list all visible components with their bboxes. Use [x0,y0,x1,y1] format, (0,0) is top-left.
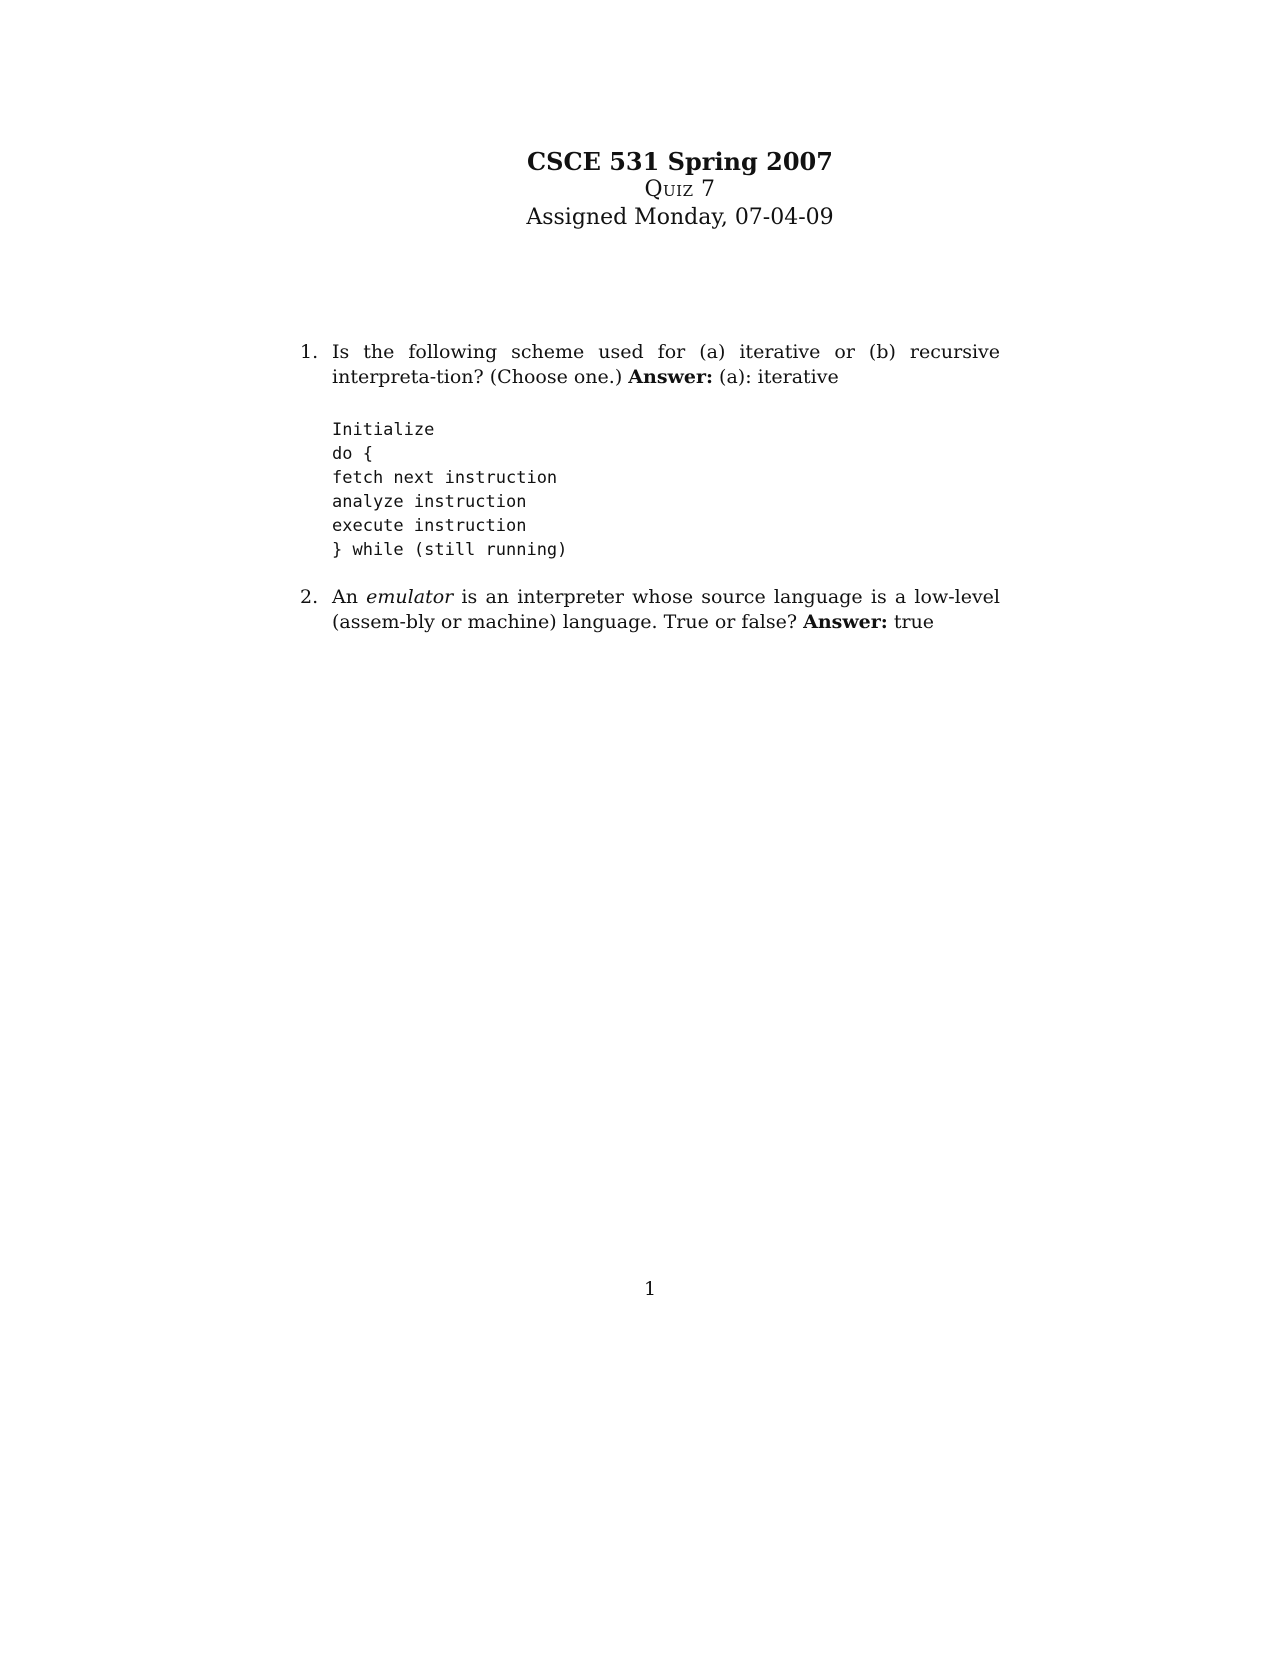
code-line: } while (still running) [332,540,568,560]
emphasized-term: emulator [366,586,454,608]
answer-text: (a): iterative [713,366,839,388]
question-prompt: is an interpreter whose source language is a low-level (assem-bly or machine) language. True or false? [332,586,1001,633]
code-line: Initialize [332,420,435,440]
document-header [0,148,1280,232]
code-line: do { [332,444,373,464]
assigned-date: Assigned Monday, 07-04-09 [526,205,834,230]
page-number: 1 [643,1278,657,1300]
question-number: 1. [300,341,319,363]
code-line: fetch next instruction [332,468,558,488]
answer-label: Answer: [628,366,714,388]
question-prompt: Is the following scheme used for (a) iterative or (b) recursive interpreta-tion? (Choose one.) [332,341,1000,388]
question-text [332,340,1000,390]
answer-label: Answer: [803,611,888,633]
code-line: analyze instruction [332,492,527,512]
course-title: CSCE 531 Spring 2007 [527,147,833,176]
code-line: execute instruction [332,516,527,536]
answer-text: true [887,611,935,633]
question-number: 2. [300,586,319,608]
code-block [332,418,567,562]
question-text [332,585,1000,635]
question-1 [300,340,1000,390]
quiz-title: Quiz 7 [644,177,716,202]
question-2 [300,585,1000,635]
question-prompt-prefix: An [332,586,367,608]
